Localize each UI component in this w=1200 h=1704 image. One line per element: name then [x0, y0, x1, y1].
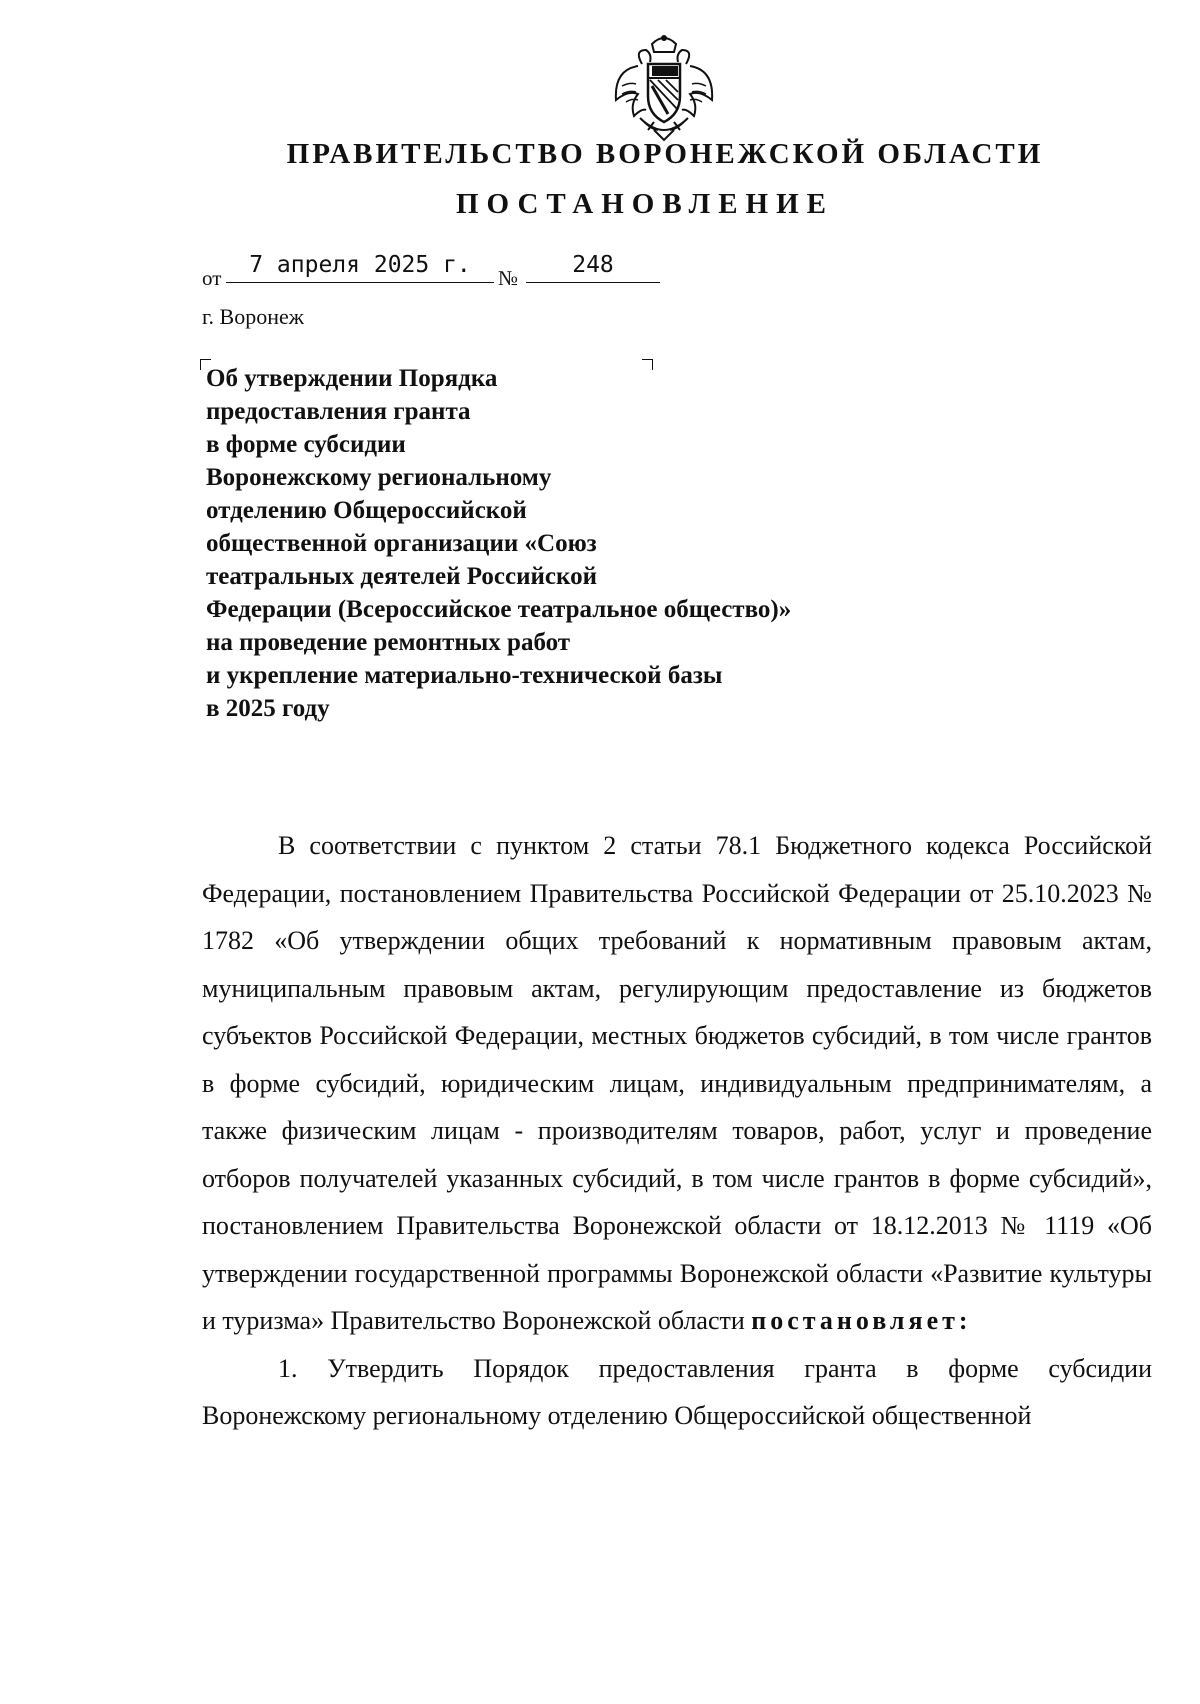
- resolves-word: постановляет:: [751, 1306, 972, 1335]
- title-line: Воронежскому региональному: [206, 464, 552, 491]
- document-type: ПОСТАНОВЛЕНИЕ: [455, 188, 834, 220]
- document-title: [206, 362, 926, 725]
- title-line: Федерации (Всероссийское театральное общество)»: [206, 596, 792, 623]
- document-body: [202, 822, 1152, 1440]
- organization-name: ПРАВИТЕЛЬСТВО ВОРОНЕЖСКОЙ ОБЛАСТИ: [286, 138, 1044, 170]
- document-date: 7 апреля 2025 г.: [226, 250, 494, 283]
- item-1-paragraph: 1. Утвердить Порядок предоставления гранта в форме субсидии Воронежскому региональному отделению Общероссийской общественной: [202, 1353, 1152, 1430]
- title-line: Об утверждении Порядка: [206, 365, 498, 392]
- title-line: и укрепление материально-технической базы: [206, 662, 723, 689]
- title-line: театральных деятелей Российской: [206, 563, 598, 590]
- title-line: общественной организации «Союз: [206, 530, 597, 557]
- title-line: в форме субсидии: [206, 431, 406, 458]
- document-number: 248: [526, 250, 660, 283]
- preamble-text: В соответствии с пунктом 2 статьи 78.1 Бюджетного кодекса Российской Федерации, постановлением Правительства Российской Федерации от 25.10.2023 № 1782 «Об утверждении общих требований к нормативным правовым актам, муниципальным правовым актам, регулирующим предоставление из бюджетов субъектов Российской Федерации, местных бюджетов субсидий, в том числе грантов в форме субсидий, юридическим лицам, индивидуальным предпринимателям, а также физическим лицам - производителям товаров, работ, услуг и проведение отборов получателей указанных субсидий, в том числе грантов в форме субсидий», постановлением Правительства Воронежской области от 18.12.2013 № 1119 «Об утверждении государственной программы Воронежской области «Развитие культуры и туризма» Правительство Воронежской области: [202, 831, 1152, 1335]
- date-number-line: [202, 250, 702, 290]
- date-prefix: от: [202, 266, 222, 290]
- preamble-paragraph: [202, 822, 1152, 1345]
- city: г. Воронеж: [202, 304, 304, 329]
- title-line: предоставления гранта: [206, 398, 471, 425]
- title-line: на проведение ремонтных работ: [206, 629, 571, 656]
- title-line: в 2025 году: [206, 695, 330, 722]
- coat-of-arms-icon: [608, 30, 720, 148]
- number-prefix: №: [498, 266, 519, 290]
- title-line: отделению Общероссийской: [206, 497, 527, 524]
